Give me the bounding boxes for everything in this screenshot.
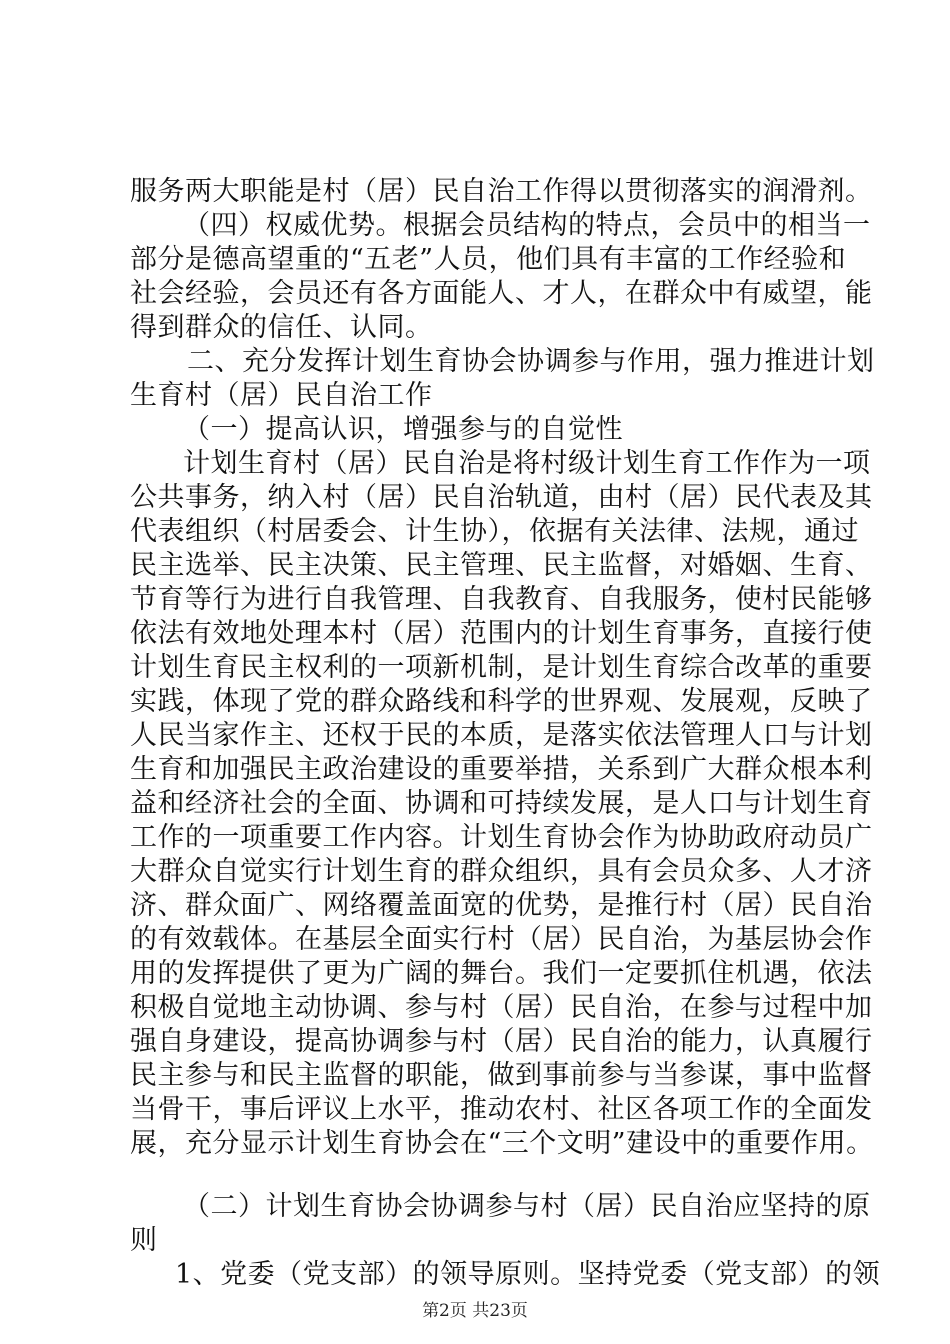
text-line: 强自身建设，提高协调参与村（居）民自治的能力，认真履行 — [130, 1026, 873, 1057]
text-line: 大群众自觉实行计划生育的群众组织，具有会员众多、人才济 — [130, 856, 873, 887]
text-line: 积极自觉地主动协调、参与村（居）民自治，在参与过程中加 — [130, 992, 873, 1023]
section-heading: 生育村（居）民自治工作 — [130, 380, 433, 411]
text-line: 1、党委（党支部）的领导原则。坚持党委（党支部）的领 — [175, 1259, 881, 1290]
text-line: 依法有效地处理本村（居）范围内的计划生育事务，直接行使 — [130, 618, 873, 649]
text-line: 服务两大职能是村（居）民自治工作得以贯彻落实的润滑剂。 — [130, 176, 873, 207]
text-line: 人民当家作主、还权于民的本质，是落实依法管理人口与计划 — [130, 720, 873, 751]
text-line: 得到群众的信任、认同。 — [130, 312, 433, 343]
text-line: 民主选举、民主决策、民主管理、民主监督，对婚姻、生育、 — [130, 550, 873, 581]
subsection-heading: （一）提高认识，增强参与的自觉性 — [183, 414, 623, 445]
text-line: 用的发挥提供了更为广阔的舞台。我们一定要抓住机遇，依法 — [130, 958, 873, 989]
text-line: 计划生育村（居）民自治是将村级计划生育工作作为一项 — [183, 448, 871, 479]
page-number-label: 第2页 共23页 — [422, 1301, 528, 1321]
text-line: 益和经济社会的全面、协调和可持续发展，是人口与计划生育 — [130, 788, 873, 819]
text-line: 节育等行为进行自我管理、自我教育、自我服务，使村民能够 — [130, 584, 873, 615]
text-line: 社会经验，会员还有各方面能人、才人，在群众中有威望，能 — [130, 278, 873, 309]
text-line: 工作的一项重要工作内容。计划生育协会作为协助政府动员广 — [130, 822, 873, 853]
page-footer — [0, 1300, 950, 1322]
text-line: 济、群众面广、网络覆盖面宽的优势，是推行村（居）民自治 — [130, 890, 873, 921]
text-line: 代表组织（村居委会、计生协），依据有关法律、法规，通过 — [130, 516, 859, 547]
subsection-heading: 则 — [130, 1225, 158, 1256]
text-line: 部分是德高望重的“五老”人员，他们具有丰富的工作经验和 — [130, 244, 847, 275]
section-heading: 二、充分发挥计划生育协会协调参与作用，强力推进计划 — [187, 346, 875, 377]
text-line: 公共事务，纳入村（居）民自治轨道，由村（居）民代表及其 — [130, 482, 873, 513]
text-line: 民主参与和民主监督的职能，做到事前参与当参谋，事中监督 — [130, 1060, 873, 1091]
text-line: 计划生育民主权利的一项新机制，是计划生育综合改革的重要 — [130, 652, 873, 683]
text-line: 展，充分显示计划生育协会在“三个文明”建设中的重要作用。 — [130, 1128, 874, 1159]
text-line: 实践，体现了党的群众路线和科学的世界观、发展观，反映了 — [130, 686, 873, 717]
text-line: 当骨干，事后评议上水平，推动农村、社区各项工作的全面发 — [130, 1094, 873, 1125]
text-line: （四）权威优势。根据会员结构的特点，会员中的相当一 — [183, 210, 871, 241]
text-line: 的有效载体。在基层全面实行村（居）民自治，为基层协会作 — [130, 924, 873, 955]
subsection-heading: （二）计划生育协会协调参与村（居）民自治应坚持的原 — [183, 1191, 871, 1222]
text-line: 生育和加强民主政治建设的重要举措，关系到广大群众根本利 — [130, 754, 873, 785]
